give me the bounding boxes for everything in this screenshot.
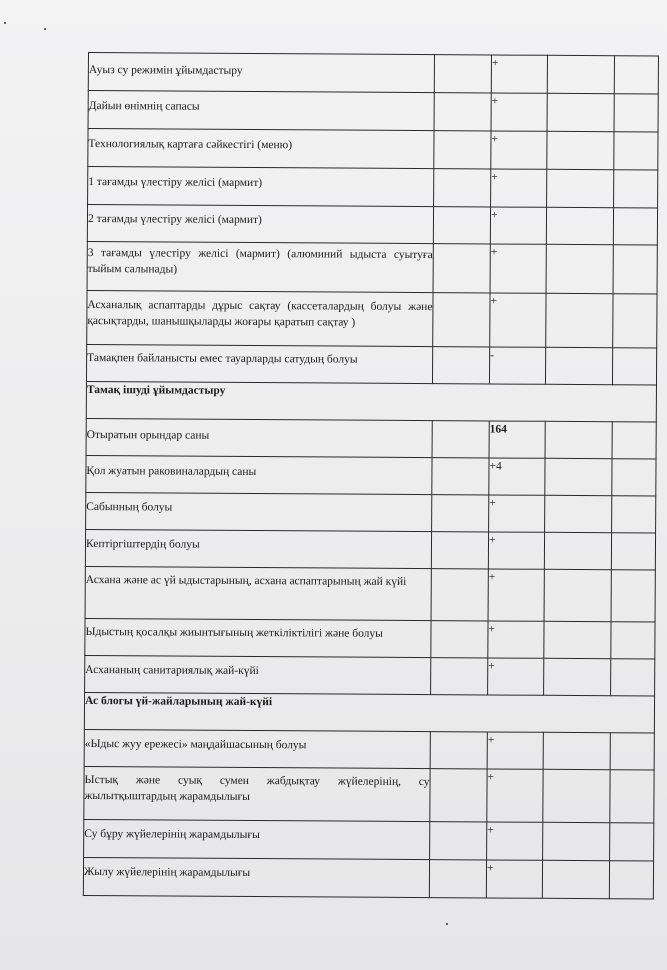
- criterion-text: Технологиялық картаға сәйкестігі (меню): [88, 138, 293, 152]
- mark-cell: +: [489, 495, 545, 532]
- empty-cell: [611, 570, 655, 622]
- empty-cell: [434, 55, 491, 93]
- criterion-cell: [88, 167, 434, 207]
- table-row: [87, 205, 657, 245]
- criterion-cell: [88, 91, 434, 131]
- table-row: [85, 655, 655, 695]
- empty-cell: [543, 732, 610, 769]
- empty-cell: [614, 170, 658, 208]
- mark-cell: +: [490, 244, 546, 293]
- empty-cell: [610, 770, 654, 823]
- mark-cell: +: [487, 769, 543, 822]
- empty-cell: [613, 245, 657, 294]
- mark-cell: +: [488, 621, 544, 658]
- criterion-cell: [86, 455, 432, 494]
- mark-cell: -: [489, 347, 545, 384]
- criterion-text: Асхананың санитариялық жай-күйі: [85, 663, 259, 678]
- empty-cell: [431, 621, 488, 658]
- empty-cell: [612, 459, 656, 496]
- criterion-text: 1 тағамды үлестіру желісі (мармит): [88, 176, 263, 190]
- empty-cell: [432, 495, 489, 532]
- empty-cell: [431, 532, 488, 569]
- empty-cell: [431, 569, 488, 621]
- criterion-text: Жылу жүйелерінің жарамдылығы: [83, 865, 251, 880]
- empty-cell: [434, 131, 491, 169]
- empty-cell: [547, 131, 614, 169]
- empty-cell: [614, 94, 658, 132]
- speck: [44, 28, 46, 30]
- empty-cell: [544, 621, 611, 658]
- mark-cell: +: [491, 131, 547, 169]
- criterion-cell: [85, 566, 431, 620]
- empty-cell: [614, 56, 658, 94]
- mark-cell: +: [491, 169, 547, 207]
- mark-cell: +: [488, 658, 544, 695]
- criterion-cell: [84, 729, 430, 768]
- empty-cell: [611, 622, 655, 659]
- criterion-text: «Ыдыс жуу ережесі» маңдайшасының болуы: [84, 737, 307, 752]
- empty-cell: [547, 169, 614, 207]
- empty-cell: [430, 732, 487, 769]
- mark-cell: +: [488, 532, 544, 569]
- criterion-text: Кептіргіштердің болуы: [85, 537, 200, 551]
- table-row: [83, 857, 653, 898]
- table-row: [86, 418, 656, 458]
- empty-cell: [432, 347, 489, 384]
- empty-cell: [545, 458, 612, 495]
- empty-cell: [429, 860, 486, 898]
- empty-cell: [614, 132, 658, 170]
- empty-cell: [432, 458, 489, 495]
- criterion-text: Қол жуатын раковиналардың саны: [86, 464, 257, 479]
- table-row: [85, 618, 655, 658]
- criterion-cell: [84, 766, 430, 821]
- criterion-cell: [85, 529, 431, 568]
- empty-cell: [545, 495, 612, 532]
- criterion-cell: [84, 819, 430, 859]
- criterion-cell: [85, 618, 431, 657]
- criterion-cell: [88, 53, 434, 93]
- empty-cell: [611, 533, 655, 570]
- section-row: [86, 381, 656, 421]
- criterion-text: Асхана және ас үй ыдыстарының, асхана аспаптарының жай күйі: [85, 573, 407, 588]
- empty-cell: [434, 169, 491, 207]
- table-row: [84, 819, 654, 860]
- empty-cell: [432, 421, 489, 458]
- criterion-cell: [85, 655, 431, 694]
- table-row: [84, 766, 654, 822]
- empty-cell: [543, 769, 610, 822]
- mark-cell: +: [487, 732, 543, 769]
- table-row: [88, 167, 658, 208]
- empty-cell: [610, 733, 654, 770]
- mark-cell: 164: [489, 421, 545, 458]
- mark-cell: +: [490, 207, 546, 244]
- empty-cell: [612, 422, 656, 459]
- empty-cell: [612, 348, 656, 385]
- criterion-cell: [87, 290, 433, 346]
- empty-cell: [543, 822, 610, 860]
- section-title: Тамақ ішуді ұйымдастыру: [86, 381, 656, 421]
- empty-cell: [545, 421, 612, 458]
- mark-cell: +: [491, 93, 547, 131]
- criterion-text: Отыратын орындар саны: [86, 428, 210, 442]
- table-row: [84, 729, 654, 769]
- empty-cell: [547, 93, 614, 131]
- table-row: [86, 344, 656, 384]
- empty-cell: [430, 769, 487, 822]
- speck: [446, 923, 448, 925]
- empty-cell: [612, 496, 656, 533]
- empty-cell: [609, 861, 653, 899]
- mark-cell: +: [490, 293, 546, 347]
- empty-cell: [542, 860, 609, 898]
- criterion-text: Ыдыстың қосалқы жиынтығының жеткіліктілігі және болуы: [85, 625, 383, 640]
- empty-cell: [544, 569, 611, 621]
- section-row: [84, 692, 654, 732]
- criterion-cell: [83, 857, 429, 897]
- criterion-cell: [87, 241, 433, 292]
- empty-cell: [433, 293, 490, 347]
- mark-cell: +: [487, 822, 543, 860]
- criterion-cell: [86, 418, 432, 457]
- criterion-text: Ауыз су режимін ұйымдастыру: [88, 64, 243, 77]
- criterion-cell: [86, 492, 432, 531]
- empty-cell: [613, 294, 657, 348]
- criterion-text: Асханалық аспаптарды дұрыс сақтау (кассеталардың болуы және қасықтарды, шанышқыларды жоғары қаратып сақтау ): [87, 299, 433, 329]
- table-row: [86, 455, 656, 495]
- speck: [4, 22, 6, 24]
- table-row: [88, 91, 658, 132]
- mark-cell: +: [488, 569, 544, 621]
- criterion-text: Су бұру жүйелерінің жарамдылығы: [84, 827, 260, 842]
- section-title: Ас блогы үй-жайларының жай-күйі: [84, 692, 654, 732]
- criterion-text: Тамақпен байланысты емес тауарларды сатудың болуы: [87, 352, 358, 366]
- mark-cell: +: [491, 55, 547, 93]
- empty-cell: [433, 207, 490, 244]
- table-row: [87, 290, 657, 347]
- empty-cell: [610, 823, 654, 861]
- empty-cell: [613, 208, 657, 245]
- criterion-text: 2 тағамды үлестіру желісі (мармит): [87, 213, 262, 227]
- criterion-cell: [86, 344, 432, 383]
- empty-cell: [434, 93, 491, 131]
- criterion-text: Ыстық және суық сумен жабдықтау жүйелерінің, су жылытқыштардың жарамдылығы: [84, 773, 430, 804]
- checklist-table: [83, 52, 659, 899]
- table-row: [86, 492, 656, 532]
- empty-cell: [430, 822, 487, 860]
- table-row: [88, 129, 658, 170]
- mark-cell: +4: [489, 458, 545, 495]
- empty-cell: [546, 293, 613, 347]
- mark-cell: +: [486, 860, 542, 898]
- empty-cell: [433, 244, 490, 293]
- table-row: [85, 529, 655, 569]
- empty-cell: [431, 658, 488, 695]
- empty-cell: [547, 55, 614, 93]
- empty-cell: [544, 658, 611, 695]
- empty-cell: [544, 532, 611, 569]
- table-row: [88, 53, 658, 94]
- criterion-text: Сабынның болуы: [86, 500, 173, 514]
- empty-cell: [611, 659, 655, 696]
- criterion-text: 3 тағамды үлестіру желісі (мармит) (алюминий ыдыста суытуға тыйым салынады): [87, 247, 433, 276]
- empty-cell: [545, 347, 612, 384]
- table-row: [87, 241, 657, 293]
- empty-cell: [546, 207, 613, 244]
- criterion-text: Дайын өнімнің сапасы: [88, 100, 200, 113]
- criterion-cell: [87, 205, 433, 244]
- criterion-cell: [88, 129, 434, 169]
- table-row: [85, 566, 655, 621]
- empty-cell: [546, 244, 613, 293]
